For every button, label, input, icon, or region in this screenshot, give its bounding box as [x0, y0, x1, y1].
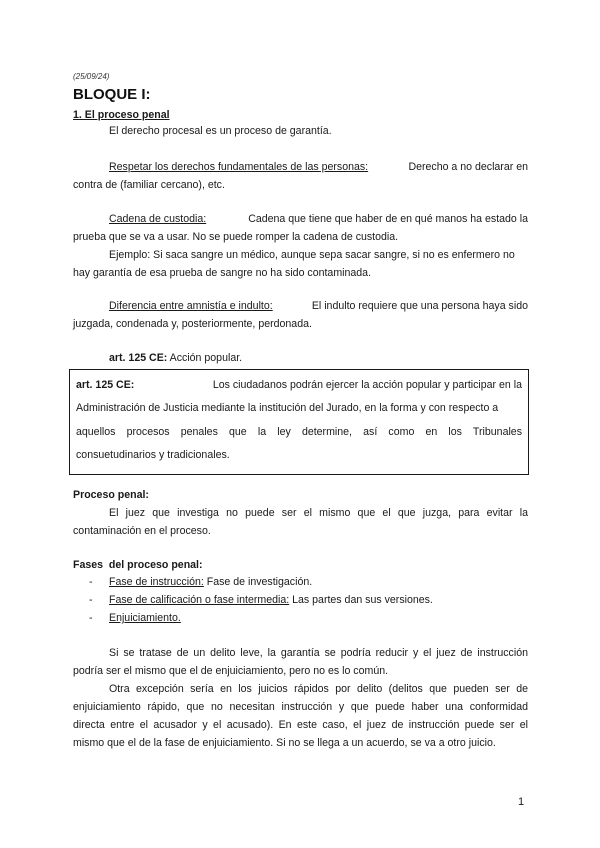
leve-text-1: Si se tratase de un delito leve, la garantía se podría reducir y el juez de instrucción	[109, 647, 528, 659]
fase-item-2	[109, 591, 433, 609]
excepcion-text-2: enjuiciamiento rápido, que no necesitan instrucción y que puede haber una conformidad	[73, 701, 528, 713]
page-number: 1	[518, 796, 525, 808]
leve-paragraph	[73, 644, 528, 680]
excepcion-paragraph	[73, 680, 528, 752]
excepcion-text-1: Otra excepción sería en los juicios rápidos por delito (delitos que pueden ser de	[109, 683, 528, 695]
amnistia-line-1	[73, 297, 528, 315]
derechos-label: Respetar los derechos fundamentales de las personas:	[109, 161, 369, 173]
art-ref-label: art. 125 CE:	[109, 352, 168, 364]
box-text-4: consuetudinarios y tradicionales.	[76, 449, 230, 462]
fase-item-1	[109, 573, 312, 591]
fases-heading: Fases del proceso penal:	[73, 559, 203, 571]
amnistia-text-2: juzgada, condenada y, posteriormente, perdonada.	[73, 318, 312, 330]
art-ref-text: Acción popular.	[169, 352, 243, 364]
fase-item-2-text: Las partes dan sus versiones.	[292, 594, 433, 606]
excepcion-text-3: directa entre el acusador y el acusado). En este caso, el juez de instrucción puede ser el	[73, 719, 528, 731]
box-text-1: Los ciudadanos podrán ejercer la acción popular y participar en la	[212, 379, 522, 391]
fase-bullet-2: -	[89, 594, 93, 606]
amnistia-paragraph	[73, 297, 528, 333]
proceso-penal-heading: Proceso penal:	[73, 489, 149, 501]
custodia-paragraph	[73, 210, 528, 246]
amnistia-text-1: El indulto requiere que una persona haya sido	[311, 300, 528, 312]
art-ref	[109, 349, 529, 367]
fase-item-1-text: Fase de investigación.	[206, 576, 313, 588]
custodia-label: Cadena de custodia:	[109, 213, 207, 225]
derechos-line-1	[73, 158, 528, 176]
custodia-line-1	[73, 210, 528, 228]
derechos-text-2: contra de (familiar cercano), etc.	[73, 179, 225, 191]
amnistia-label: Diferencia entre amnistía e indulto:	[109, 300, 273, 312]
box-text-3: aquellos procesos penales que la ley determine, así como en los Tribunales	[76, 425, 522, 438]
intro-paragraph: El derecho procesal es un proceso de garantía.	[109, 125, 332, 137]
custodia-text-1: Cadena que tiene que haber de en qué manos ha estado la	[248, 213, 528, 225]
excepcion-text-4: mismo que el de la fase de enjuiciamiento. Si no se llega a un acuerdo, se va a otro juicio.	[73, 737, 496, 749]
fase-item-1-label: Fase de instrucción:	[109, 576, 204, 588]
proceso-penal-paragraph	[73, 504, 528, 540]
section-heading: 1. El proceso penal	[73, 109, 170, 121]
ejemplo-text-2: hay garantía de esa prueba de sangre no ha sido contaminada.	[73, 267, 372, 279]
custodia-text-2: prueba que se va a usar. No se puede romper la cadena de custodia.	[73, 231, 399, 243]
fase-item-3-label: Enjuiciamiento.	[109, 612, 181, 624]
proceso-penal-text-2: contaminación en el proceso.	[73, 525, 211, 537]
box-line-1	[76, 374, 522, 397]
fase-bullet-1: -	[89, 576, 93, 588]
box-label: art. 125 CE:	[76, 379, 135, 391]
page-title: BLOQUE I:	[73, 86, 151, 103]
leve-text-2: podría ser el mismo que el de enjuiciamiento, pero no es lo común.	[73, 665, 389, 677]
box-text-2: Administración de Justicia mediante la institución del Jurado, en la forma y con respecto a	[76, 402, 499, 415]
fase-item-2-label: Fase de calificación o fase intermedia:	[109, 594, 290, 606]
date-label: (25/09/24)	[73, 72, 110, 81]
derechos-text-1: Derecho a no declarar en	[408, 161, 528, 173]
fase-bullet-3: -	[89, 612, 93, 624]
article-quote-box	[69, 369, 529, 475]
ejemplo-text-1: Ejemplo: Si saca sangre un médico, aunque sepa sacar sangre, si no es enfermero no	[109, 249, 515, 261]
fase-item-3	[109, 609, 181, 627]
derechos-paragraph	[73, 158, 528, 194]
ejemplo-paragraph	[73, 246, 528, 282]
proceso-penal-text-1: El juez que investiga no puede ser el mismo que el que juzga, para evitar la	[109, 507, 528, 519]
